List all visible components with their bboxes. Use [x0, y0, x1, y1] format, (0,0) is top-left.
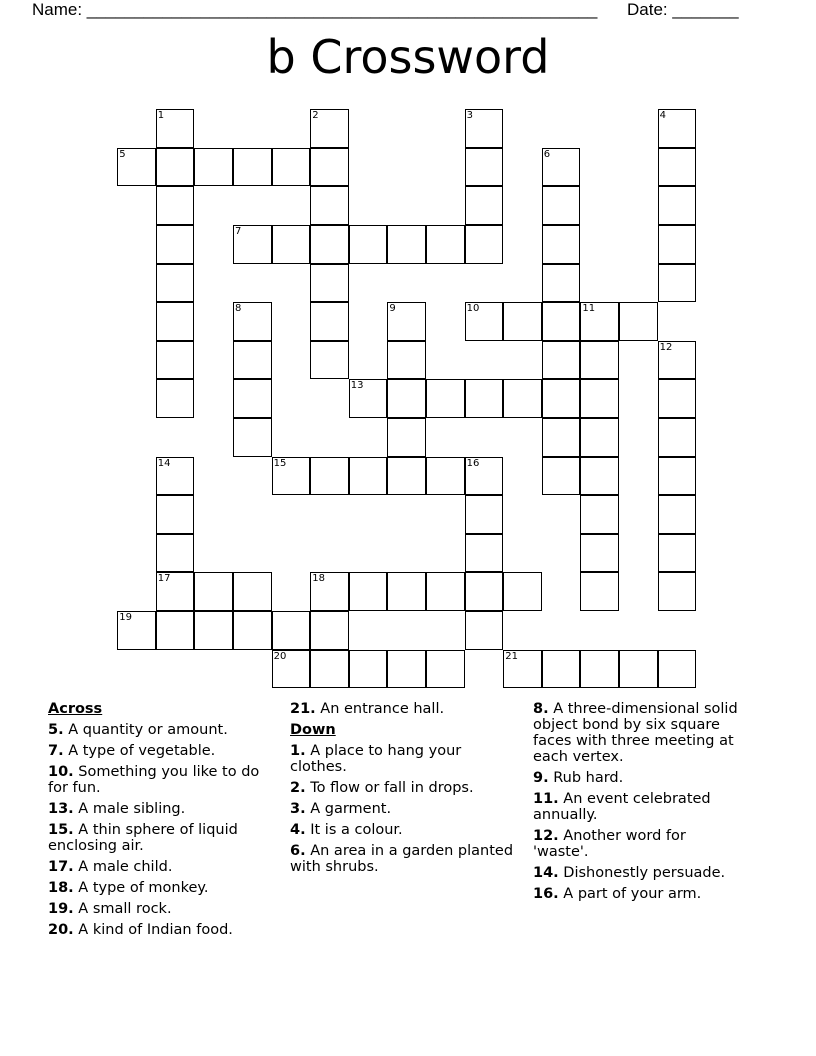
grid-cell[interactable] — [503, 572, 542, 611]
grid-cell[interactable] — [542, 264, 581, 303]
clue-number: 11 — [582, 303, 596, 315]
grid-cell[interactable] — [542, 186, 581, 225]
grid-cell[interactable] — [426, 225, 465, 264]
grid-cell[interactable] — [194, 148, 233, 187]
clue-number: 13 — [350, 380, 364, 392]
clue-number: 14 — [157, 457, 171, 469]
clues-column-2 — [290, 701, 520, 880]
grid-cell[interactable] — [233, 418, 272, 457]
across-clue — [290, 701, 520, 717]
clue-text: A place to hang your clothes. — [290, 743, 462, 775]
grid-cell[interactable] — [619, 650, 658, 689]
clue-number: 19. — [48, 901, 74, 917]
grid-cell[interactable] — [156, 611, 195, 650]
grid-cell[interactable] — [156, 379, 195, 418]
clue-number: 6 — [543, 148, 551, 160]
grid-cell[interactable] — [426, 379, 465, 418]
grid-cell[interactable] — [156, 225, 195, 264]
grid-cell[interactable] — [310, 264, 349, 303]
grid-cell[interactable] — [387, 302, 426, 341]
grid-cell[interactable] — [310, 611, 349, 650]
grid-cell[interactable] — [465, 302, 504, 341]
grid-cell[interactable] — [117, 611, 156, 650]
grid-cell[interactable] — [387, 225, 426, 264]
grid-cell[interactable] — [156, 109, 195, 148]
across-clue — [48, 801, 283, 817]
clue-number: 9. — [533, 770, 549, 786]
grid-cell[interactable] — [310, 225, 349, 264]
down-clue — [290, 801, 520, 817]
crossword-grid — [118, 110, 697, 689]
clues-column-3 — [533, 701, 743, 907]
grid-cell[interactable] — [580, 495, 619, 534]
across-clue — [48, 722, 283, 738]
clue-number: 14. — [533, 865, 559, 881]
across-heading: Across — [48, 701, 103, 717]
clue-number: 2 — [312, 110, 319, 122]
clue-text: A small rock. — [78, 901, 172, 917]
grid-cell[interactable] — [310, 186, 349, 225]
grid-cell[interactable] — [233, 148, 272, 187]
grid-cell[interactable] — [233, 341, 272, 380]
grid-cell[interactable] — [272, 650, 311, 689]
grid-cell[interactable] — [156, 264, 195, 303]
clue-number: 20 — [273, 650, 287, 662]
grid-cell[interactable] — [310, 572, 349, 611]
grid-cell[interactable] — [233, 302, 272, 341]
grid-cell[interactable] — [426, 650, 465, 689]
grid-cell[interactable] — [580, 302, 619, 341]
grid-cell[interactable] — [580, 650, 619, 689]
clue-text: A three-dimensional solid object bond by six square faces with three meeting at each vertex. — [533, 701, 738, 765]
clue-text: Another word for 'waste'. — [533, 828, 686, 860]
grid-cell[interactable] — [387, 418, 426, 457]
grid-cell[interactable] — [156, 186, 195, 225]
grid-cell[interactable] — [117, 148, 156, 187]
clue-text: Rub hard. — [553, 770, 624, 786]
clue-number: 7. — [48, 743, 64, 759]
clue-number: 21 — [505, 650, 518, 662]
grid-cell[interactable] — [658, 418, 697, 457]
clue-text: A garment. — [310, 801, 392, 817]
across-clue — [48, 822, 283, 854]
grid-cell[interactable] — [194, 611, 233, 650]
grid-cell[interactable] — [387, 650, 426, 689]
clue-number: 18 — [312, 573, 325, 585]
across-clue — [48, 859, 283, 875]
clue-number: 1. — [290, 743, 306, 759]
grid-cell[interactable] — [542, 225, 581, 264]
clues-column-1 — [48, 701, 283, 943]
down-clue — [290, 743, 520, 775]
clue-text: A thin sphere of liquid enclosing air. — [48, 822, 238, 854]
clue-number: 3. — [290, 801, 306, 817]
grid-cell[interactable] — [156, 572, 195, 611]
grid-cell[interactable] — [349, 457, 388, 496]
clue-number: 15 — [273, 457, 287, 469]
grid-cell[interactable] — [387, 341, 426, 380]
down-heading: Down — [290, 722, 336, 738]
across-clue — [48, 764, 283, 796]
grid-cell[interactable] — [542, 379, 581, 418]
grid-cell[interactable] — [465, 379, 504, 418]
grid-cell[interactable] — [658, 534, 697, 573]
grid-cell[interactable] — [503, 302, 542, 341]
grid-cell[interactable] — [658, 379, 697, 418]
across-clue — [48, 922, 283, 938]
clue-number: 11. — [533, 791, 559, 807]
grid-cell[interactable] — [465, 495, 504, 534]
grid-cell[interactable] — [310, 457, 349, 496]
clue-number: 16. — [533, 886, 559, 902]
grid-cell[interactable] — [310, 109, 349, 148]
grid-cell[interactable] — [503, 379, 542, 418]
grid-cell[interactable] — [542, 457, 581, 496]
across-clue — [48, 880, 283, 896]
clue-number: 7 — [235, 226, 242, 237]
clue-number: 1 — [157, 110, 165, 122]
grid-cell[interactable] — [233, 225, 272, 264]
grid-cell[interactable] — [465, 611, 504, 650]
clue-number: 12 — [659, 341, 673, 353]
grid-cell[interactable] — [387, 457, 426, 496]
grid-cell[interactable] — [349, 572, 388, 611]
clue-number: 17. — [48, 859, 74, 875]
clue-text: An area in a garden planted with shrubs. — [290, 843, 514, 875]
grid-cell[interactable] — [465, 148, 504, 187]
grid-cell[interactable] — [465, 457, 504, 496]
grid-cell[interactable] — [542, 418, 581, 457]
clue-text: A male child. — [78, 859, 173, 875]
grid-cell[interactable] — [580, 418, 619, 457]
grid-cell[interactable] — [580, 534, 619, 573]
clue-number: 12. — [533, 828, 559, 844]
clue-text: A type of monkey. — [78, 880, 209, 896]
grid-cell[interactable] — [542, 650, 581, 689]
clue-text: A part of your arm. — [563, 886, 702, 902]
grid-cell[interactable] — [310, 650, 349, 689]
clue-text: A quantity or amount. — [68, 722, 228, 738]
clue-text: It is a colour. — [310, 822, 403, 838]
grid-cell[interactable] — [542, 341, 581, 380]
grid-cell[interactable] — [272, 611, 311, 650]
grid-cell[interactable] — [349, 225, 388, 264]
clue-number: 8 — [235, 303, 242, 315]
grid-cell[interactable] — [658, 264, 697, 303]
grid-cell[interactable] — [349, 650, 388, 689]
grid-cell[interactable] — [465, 572, 504, 611]
clue-text: Something you like to do for fun. — [48, 764, 260, 796]
grid-cell[interactable] — [233, 611, 272, 650]
date-field: Date: _______ — [627, 0, 739, 19]
grid-cell[interactable] — [658, 495, 697, 534]
down-clue — [533, 886, 743, 902]
grid-cell[interactable] — [658, 650, 697, 689]
clue-text: An event celebrated annually. — [533, 791, 711, 823]
page-title: b Crossword — [266, 30, 550, 84]
clue-number: 10 — [466, 303, 480, 315]
clue-number: 15. — [48, 822, 74, 838]
grid-cell[interactable] — [156, 534, 195, 573]
grid-cell[interactable] — [156, 341, 195, 380]
grid-cell[interactable] — [580, 572, 619, 611]
grid-cell[interactable] — [465, 534, 504, 573]
clue-number: 10. — [48, 764, 74, 780]
clue-number: 16 — [466, 457, 480, 469]
clue-text: A male sibling. — [78, 801, 186, 817]
clue-text: An entrance hall. — [320, 701, 445, 717]
grid-cell[interactable] — [542, 302, 581, 341]
clue-number: 5. — [48, 722, 64, 738]
down-clue — [290, 822, 520, 838]
grid-cell[interactable] — [658, 148, 697, 187]
down-clue — [533, 701, 743, 765]
clue-number: 6. — [290, 843, 306, 859]
grid-cell[interactable] — [156, 148, 195, 187]
across-clue — [48, 743, 283, 759]
clue-number: 5 — [119, 148, 126, 160]
grid-cell[interactable] — [658, 186, 697, 225]
down-clue — [290, 843, 520, 875]
grid-cell[interactable] — [272, 148, 311, 187]
clue-text: Dishonestly persuade. — [563, 865, 726, 881]
grid-cell[interactable] — [465, 109, 504, 148]
down-clue — [533, 865, 743, 881]
grid-cell[interactable] — [349, 379, 388, 418]
clue-number: 9 — [389, 303, 396, 315]
grid-cell[interactable] — [310, 148, 349, 187]
name-field: Name: ______________________________________________________ — [32, 0, 598, 19]
grid-cell[interactable] — [658, 572, 697, 611]
grid-cell[interactable] — [194, 572, 233, 611]
grid-cell[interactable] — [272, 457, 311, 496]
grid-cell[interactable] — [465, 186, 504, 225]
grid-cell[interactable] — [156, 302, 195, 341]
grid-cell[interactable] — [387, 572, 426, 611]
grid-cell[interactable] — [310, 302, 349, 341]
down-clue — [290, 780, 520, 796]
grid-cell[interactable] — [503, 650, 542, 689]
grid-cell[interactable] — [156, 495, 195, 534]
clue-text: A type of vegetable. — [68, 743, 216, 759]
clue-text: To flow or fall in drops. — [310, 780, 474, 796]
grid-cell[interactable] — [542, 148, 581, 187]
grid-cell[interactable] — [580, 341, 619, 380]
grid-cell[interactable] — [658, 109, 697, 148]
grid-cell[interactable] — [580, 379, 619, 418]
clue-text: A kind of Indian food. — [78, 922, 233, 938]
clue-number: 19 — [119, 612, 132, 623]
grid-cell[interactable] — [426, 572, 465, 611]
down-clue — [533, 770, 743, 786]
grid-cell[interactable] — [387, 379, 426, 418]
grid-cell[interactable] — [619, 302, 658, 341]
grid-cell[interactable] — [272, 225, 311, 264]
clue-number: 2. — [290, 780, 306, 796]
down-clue — [533, 828, 743, 860]
clue-number: 18. — [48, 880, 74, 896]
clue-number: 8. — [533, 701, 549, 717]
clue-number: 4 — [659, 110, 666, 122]
clue-number: 17 — [157, 573, 171, 585]
grid-cell[interactable] — [156, 457, 195, 496]
clue-number: 13. — [48, 801, 74, 817]
grid-cell[interactable] — [233, 379, 272, 418]
grid-cell[interactable] — [465, 225, 504, 264]
grid-cell[interactable] — [233, 572, 272, 611]
clue-number: 20. — [48, 922, 74, 938]
grid-cell[interactable] — [658, 341, 697, 380]
clue-number: 3 — [466, 110, 473, 122]
down-clue — [533, 791, 743, 823]
clue-number: 4. — [290, 822, 306, 838]
grid-cell[interactable] — [658, 457, 697, 496]
across-clue — [48, 901, 283, 917]
grid-cell[interactable] — [580, 457, 619, 496]
grid-cell[interactable] — [310, 341, 349, 380]
clue-number: 21. — [290, 701, 316, 717]
grid-cell[interactable] — [426, 457, 465, 496]
grid-cell[interactable] — [658, 225, 697, 264]
